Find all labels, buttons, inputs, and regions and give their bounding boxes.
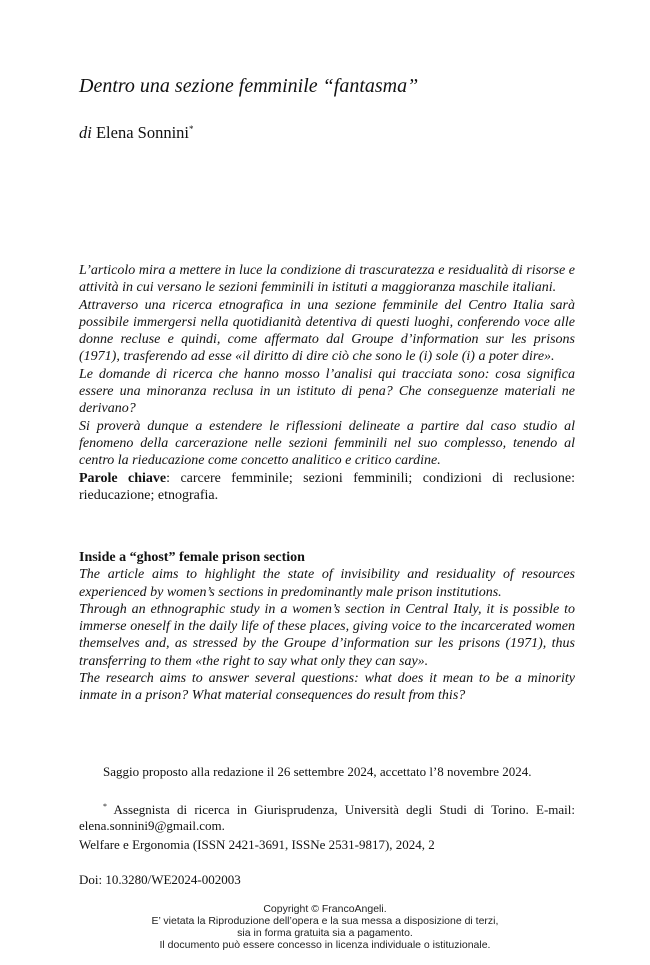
author-footnote-mark[interactable]: *	[189, 124, 194, 134]
footnote-text: Assegnista di ricerca in Giurisprudenza, Università degli Studi di Torino. E-mail: elena.sonnini9@gmail.com.	[79, 802, 575, 833]
keywords-text: : carcere femminile; sezioni femminili; condizioni di reclusione: rieducazione; etnografia.	[79, 470, 575, 503]
footnote-mark: *	[103, 802, 107, 811]
keywords	[79, 470, 575, 505]
submission-note: Saggio proposto alla redazione il 26 settembre 2024, accettato l’8 novembre 2024.	[103, 764, 532, 779]
author-line	[79, 118, 194, 144]
abstract-paragraph: The research aims to answer several questions: what does it mean to be a minority inmate in a prison? What material consequences do result from this?	[79, 671, 575, 704]
journal-info: Welfare e Ergonomia (ISSN 2421-3691, ISSNe 2531-9817), 2024, 2	[79, 837, 435, 852]
doi[interactable]: Doi: 10.3280/WE2024-002003	[79, 872, 241, 887]
article-title: Dentro una sezione femminile “fantasma”	[79, 75, 419, 97]
abstract-paragraph: L’articolo mira a mettere in luce la condizione di trascuratezza e residualità di risorse e attività in cui versano le sezioni femminili in istituti a maggioranza maschile italiani.	[79, 263, 575, 296]
copyright-line: Il documento può essere concesso in licenza individuale o istituzionale.	[159, 939, 491, 951]
english-title: Inside a “ghost” female prison section	[79, 550, 305, 565]
abstract-english	[79, 549, 575, 705]
abstract-paragraph: Si proverà dunque a estendere le riflessioni delineate a partire dal caso studio al fenomeno della carcerazione nelle sezioni femminili nel suo complesso, tenendo al centro la rieducazione come concetto analitico e critico cardine.	[79, 418, 575, 469]
author-footnote	[79, 799, 575, 834]
copyright-notice	[0, 903, 650, 951]
abstract-paragraph: The article aims to highlight the state of invisibility and residuality of resources experienced by women’s sections in predominantly male prison institutions.	[79, 567, 575, 600]
abstract-paragraph: Attraverso una ricerca etnografica in una sezione femminile del Centro Italia sarà possibile immergersi nella quotidianità detentiva di questi luoghi, conferendo voce alle donne recluse e quindi, come affermato dal Groupe d’information sur les prisons (1971), trasferendo ad esse «il diritto di dire ciò che sono le (i) sole (i) a poter dire».	[79, 297, 575, 365]
copyright-line: Copyright © FrancoAngeli.	[263, 903, 387, 915]
copyright-line: E’ vietata la Riproduzione dell’opera e la sua messa a disposizione di terzi,	[151, 915, 499, 927]
keywords-label: Parole chiave	[79, 470, 167, 486]
abstract-italian	[79, 262, 575, 504]
abstract-paragraph: Through an ethnographic study in a women’s section in Central Italy, it is possible to immerse oneself in the daily life of these places, giving voice to the incarcerated women themselves and, as stressed by the Groupe d’information sur les prisons (1971), thus transferring to them «the right to say what only they can say».	[79, 601, 575, 669]
abstract-paragraph: Le domande di ricerca che hanno mosso l’analisi qui tracciata sono: cosa significa essere una minoranza reclusa in un istituto di pena? Che conseguenze materiali ne derivano?	[79, 366, 575, 417]
author-name: Elena Sonnini	[95, 123, 189, 142]
copyright-line: sia in forma gratuita sia a pagamento.	[237, 927, 413, 939]
author-prefix: di	[79, 123, 92, 142]
